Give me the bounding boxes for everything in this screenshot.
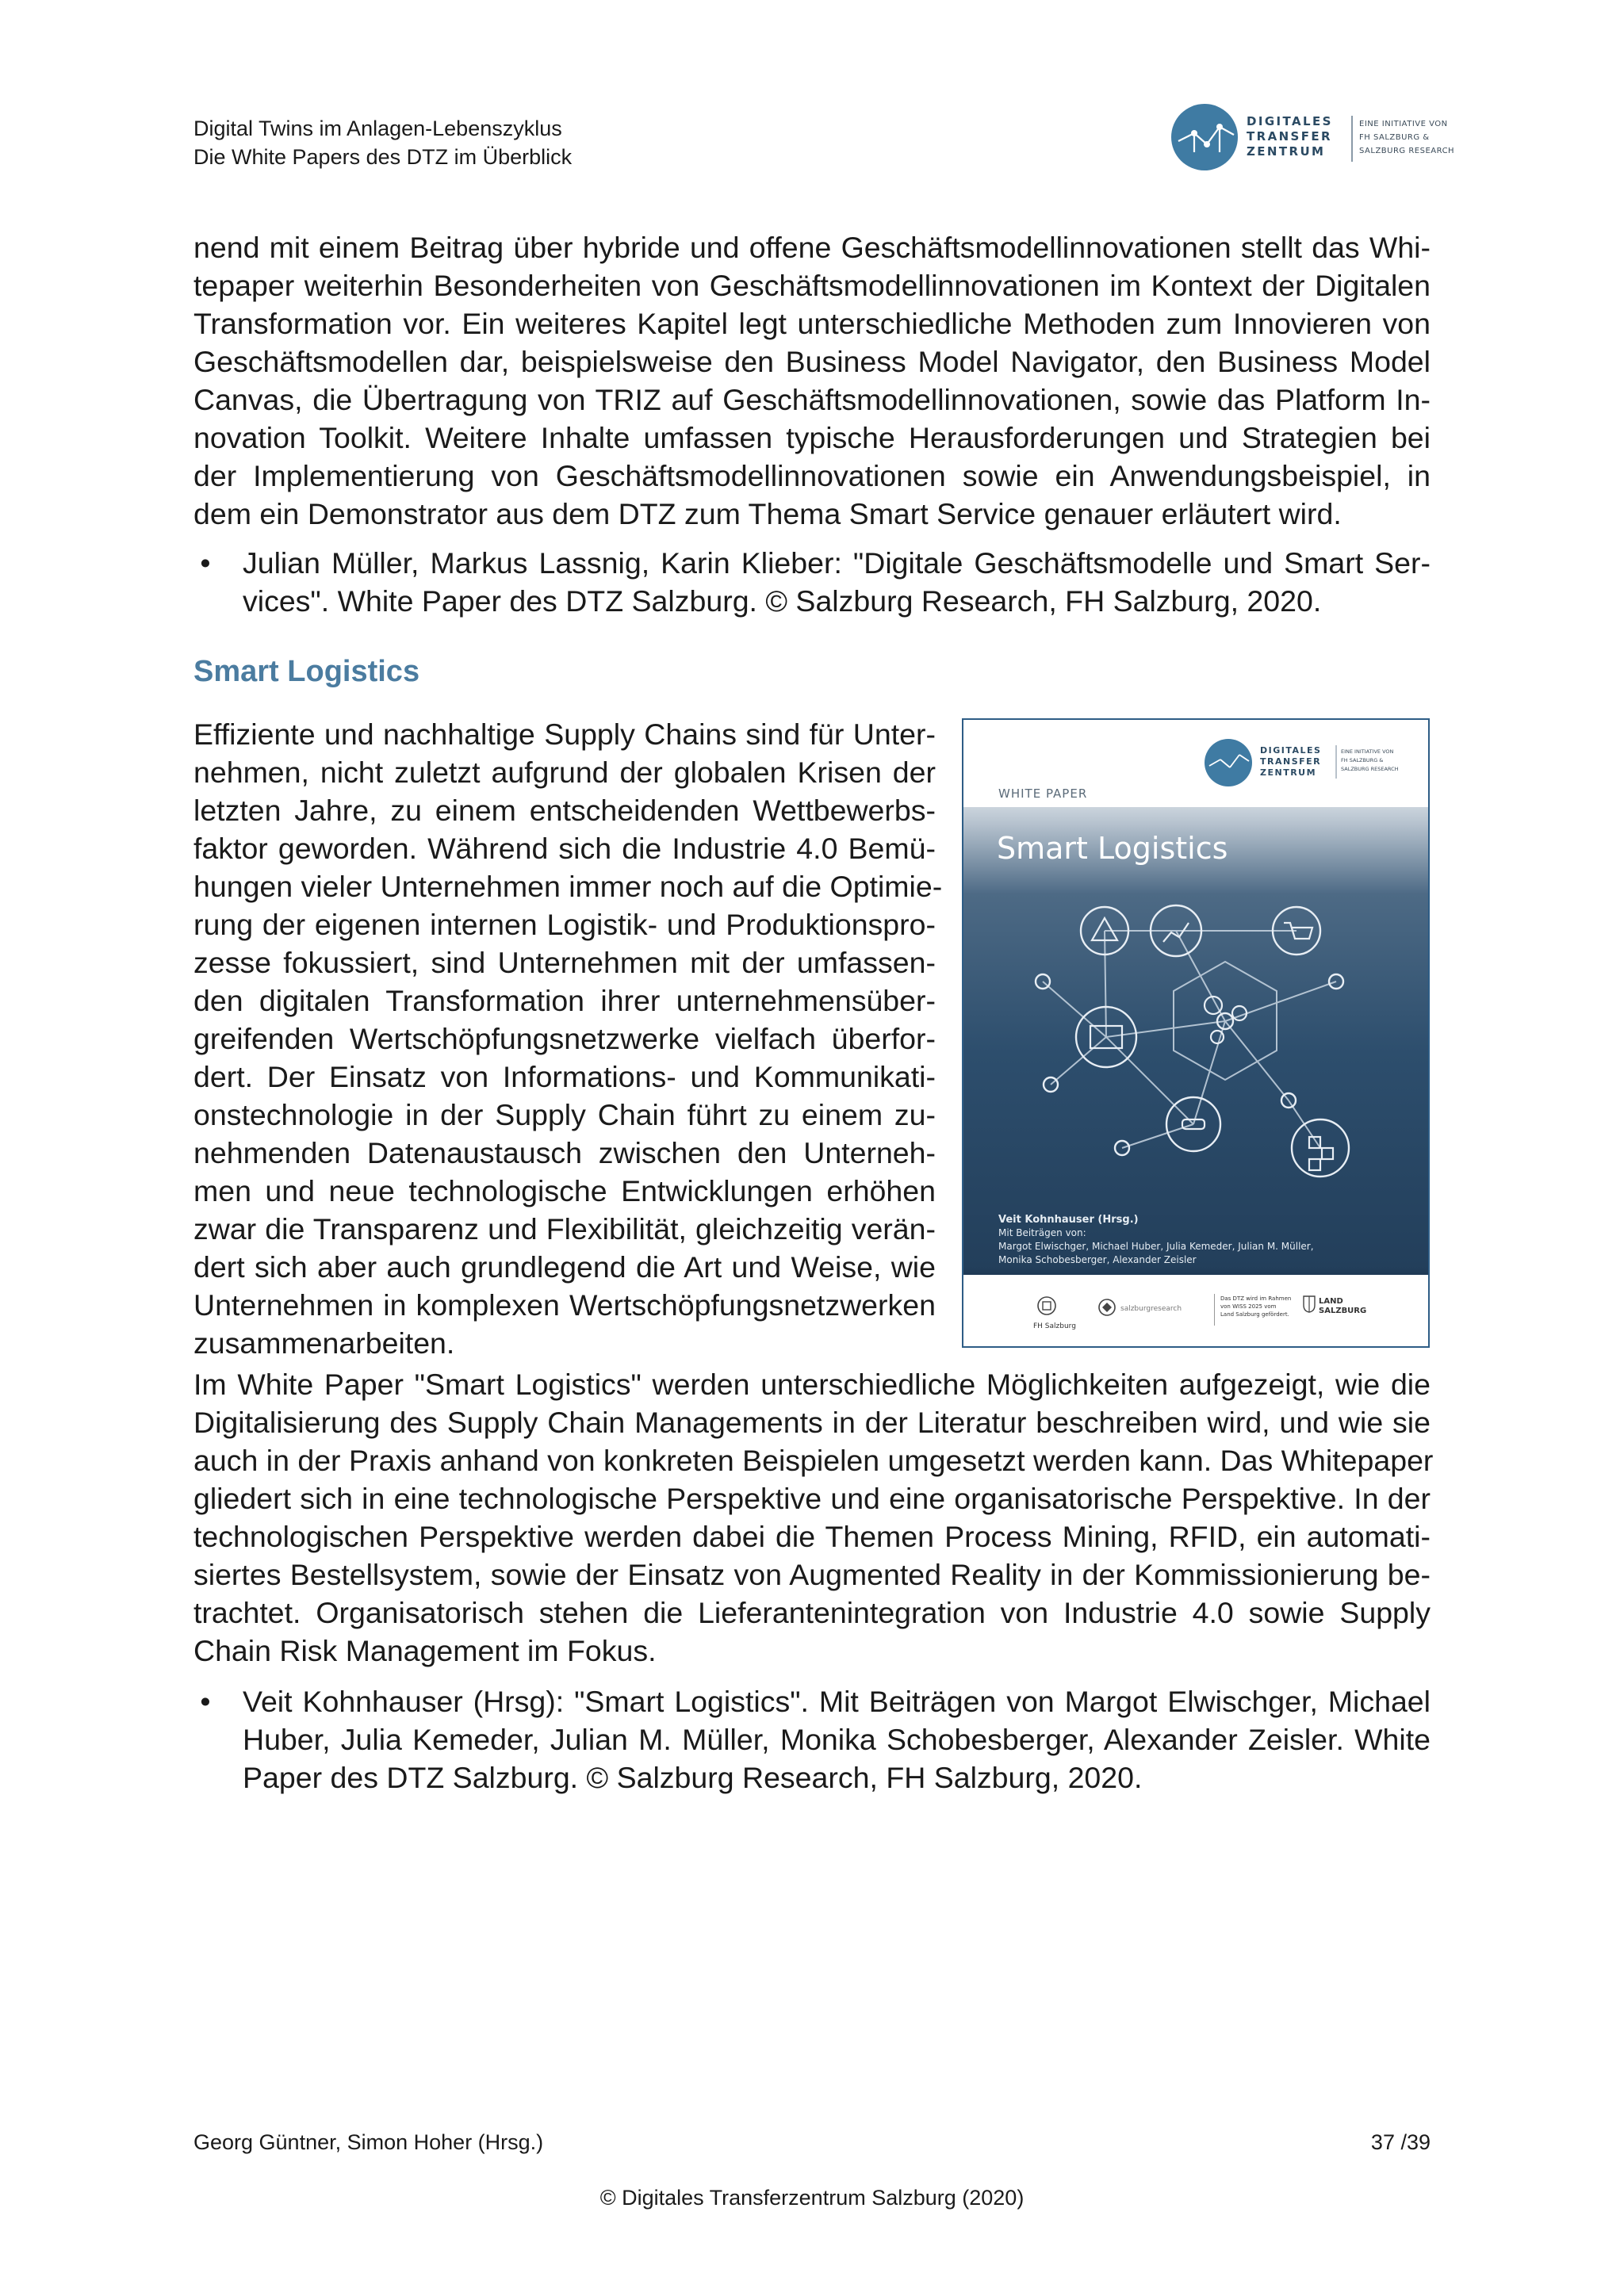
text-line: dem ein Demonstrator aus dem DTZ zum Thema Smart Service genauer erläutert wird. <box>193 497 1342 530</box>
cover-logo-word-3: ZENTRUM <box>1260 767 1317 778</box>
cover-logo-word-1: DIGITALES <box>1260 745 1322 756</box>
text-line: nend mit einem Beitrag über hybride und offene Geschäftsmodellinnovationen stellt das Whi- <box>193 231 1431 264</box>
text-line: letzten Jahre, zu einem entscheidenden Wettbewerbs- <box>193 794 936 827</box>
text-line: zesse fokussiert, sind Unternehmen mit der umfassen- <box>193 946 936 979</box>
reference-bullet-2 <box>193 1682 1431 1797</box>
text-line: siertes Bestellsystem, sowie der Einsatz von Augmented Reality in der Kommissionierung be- <box>193 1558 1431 1591</box>
text-line: technologischen Perspektive werden dabei die Themen Process Mining, RFID, ein automati- <box>193 1520 1431 1553</box>
text-line: Digitalisierung des Supply Chain Managements in der Literatur beschreiben wird, und wie sie <box>193 1406 1431 1439</box>
text-line: Canvas, die Übertragung von TRIZ auf Geschäftsmodellinnovationen, sowie das Platform In- <box>193 383 1431 416</box>
footer-authors: Georg Güntner, Simon Hoher (Hrsg.) <box>193 2130 544 2154</box>
text-line: Im White Paper "Smart Logistics" werden unterschiedliche Möglichkeiten aufgezeigt, wie die <box>193 1368 1431 1401</box>
cover-title: Smart Logistics <box>997 831 1228 866</box>
text-line: nehmen, nicht zuletzt aufgrund der globalen Krisen der <box>193 756 936 789</box>
text-line: nehmenden Datenaustausch zwischen den Unterneh- <box>193 1136 936 1169</box>
logo-word-3: ZENTRUM <box>1247 144 1326 159</box>
text-line: Unternehmen in komplexen Wertschöpfungsnetzwerken <box>193 1288 936 1322</box>
text-line: hungen vieler Unternehmen immer noch auf die Optimie- <box>193 870 943 903</box>
text-line: trachtet. Organisatorisch stehen die Lieferantenintegration von Industrie 4.0 sowie Supply <box>193 1596 1431 1629</box>
page-number: 37 /39 <box>1370 2130 1431 2154</box>
cover-editor: Veit Kohnhauser (Hrsg.) <box>998 1214 1139 1226</box>
logo-word-2: TRANSFER <box>1247 129 1332 144</box>
logo-word-1: DIGITALES <box>1247 114 1333 128</box>
cover-label: WHITE PAPER <box>998 786 1088 801</box>
cover-dtz-logo <box>1201 734 1415 790</box>
cover-land-label-2: SALZBURG <box>1319 1307 1367 1315</box>
text-line: zwar die Transparenz und Flexibilität, gleichzeitig verän- <box>193 1212 936 1246</box>
text-line: novation Toolkit. Weitere Inhalte umfassen typische Herausforderungen und Strategien bei <box>193 421 1431 454</box>
text-line: Chain Risk Management im Fokus. <box>193 1634 657 1667</box>
text-line: Huber, Julia Kemeder, Julian M. Müller, Monika Schobesberger, Alexander Zeisler. White <box>243 1723 1431 1756</box>
logo-tagline <box>1359 117 1454 158</box>
land-salzburg-crest-icon <box>1303 1295 1316 1313</box>
cover-note-1: Das DTZ wird im Rahmen <box>1220 1295 1292 1302</box>
header-title-line-1: Digital Twins im Anlagen-Lebenszyklus <box>193 117 562 140</box>
section-paragraph <box>193 715 943 1362</box>
footer-copyright: © Digitales Transferzentrum Salzburg (2020) <box>599 2186 1025 2210</box>
cover-logo-tag-2: FH SALZBURG & <box>1341 757 1384 763</box>
text-line: zusammenarbeiten. <box>193 1326 455 1360</box>
cover-note-2: von WISS 2025 vom <box>1220 1303 1277 1310</box>
cover-land-label-1: LAND <box>1319 1297 1343 1306</box>
cover-contrib-line-2: Monika Schobesberger, Alexander Zeisler <box>998 1254 1197 1265</box>
closing-paragraph <box>193 1365 1434 1670</box>
text-line: faktor geworden. Während sich die Industrie 4.0 Bemü- <box>193 832 936 865</box>
header-title-line-2: Die White Papers des DTZ im Überblick <box>193 145 573 169</box>
dtz-logo-icon <box>1170 103 1239 171</box>
fh-salzburg-logo-icon <box>1036 1295 1057 1316</box>
logo-divider <box>1351 116 1353 162</box>
text-line: rung der eigenen internen Logistik- und Produktionspro- <box>193 908 936 941</box>
section-heading: Smart Logistics <box>193 655 420 688</box>
text-line: men und neue technologische Entwicklungen erhöhen <box>193 1174 936 1207</box>
cover-footer-logos <box>963 1275 1428 1348</box>
salzburg-research-logo-icon <box>1097 1297 1117 1318</box>
bullet-marker: • <box>200 1685 211 1718</box>
bullet-marker: • <box>200 546 211 580</box>
whitepaper-cover-image <box>962 718 1430 1348</box>
text-line: Geschäftsmodellen dar, beispielsweise den Business Model Navigator, den Business Model <box>193 345 1431 378</box>
text-line: Julian Müller, Markus Lassnig, Karin Klieber: "Digitale Geschäftsmodelle und Smart Ser- <box>243 546 1431 580</box>
text-line: auch in der Praxis anhand von konkreten Beispielen umgesetzt werden kann. Das Whitepaper <box>193 1444 1434 1477</box>
logo-tag-1: EINE INITIATIVE VON <box>1359 120 1448 128</box>
cover-note-3: Land Salzburg gefördert. <box>1220 1311 1289 1318</box>
text-line: der Implementierung von Geschäftsmodellinnovationen sowie ein Anwendungsbeispiel, in <box>193 459 1431 492</box>
cover-contrib-intro: Mit Beiträgen von: <box>998 1227 1086 1238</box>
running-header <box>193 114 572 171</box>
text-line: tepaper weiterhin Besonderheiten von Geschäftsmodellinnovationen im Kontext der Digitalen <box>193 269 1431 302</box>
cover-contrib-line-1: Margot Elwischger, Michael Huber, Julia Kemeder, Julian M. Müller, <box>998 1241 1314 1252</box>
text-line: Transformation vor. Ein weiteres Kapitel legt unterschiedliche Methoden zum Innovieren von <box>193 307 1431 340</box>
logo-tag-3: SALZBURG RESEARCH <box>1359 147 1455 155</box>
dtz-logo-wordmark <box>1247 114 1333 159</box>
cover-fh-label: FH Salzburg <box>1033 1322 1076 1330</box>
text-line: vices". White Paper des DTZ Salzburg. © Salzburg Research, FH Salzburg, 2020. <box>243 584 1322 618</box>
reference-text-1 <box>243 544 1431 620</box>
text-line: Paper des DTZ Salzburg. © Salzburg Research, FH Salzburg, 2020. <box>243 1761 1143 1794</box>
cover-logo-tag-1: EINE INITIATIVE VON <box>1341 748 1394 755</box>
text-line: onstechnologie in der Supply Chain führt zu einem zu- <box>193 1098 936 1131</box>
reference-bullet-1 <box>193 544 1431 620</box>
text-line: greifenden Wertschöpfungsnetzwerke vielfach überfor- <box>193 1022 936 1055</box>
text-line: dert. Der Einsatz von Informations- und Kommunikati- <box>193 1060 936 1093</box>
text-line: Effiziente und nachhaltige Supply Chains sind für Unter- <box>193 718 936 751</box>
cover-footer-divider <box>1214 1294 1215 1326</box>
cover-editor-block <box>998 1213 1314 1267</box>
text-line: Veit Kohnhauser (Hrsg): "Smart Logistics". Mit Beiträgen von Margot Elwischger, Michael <box>243 1685 1431 1718</box>
text-line: dert sich aber auch grundlegend die Art und Weise, wie <box>193 1250 936 1284</box>
cover-network-illustration <box>963 886 1430 1203</box>
cover-sr-label: salzburgresearch <box>1120 1305 1182 1313</box>
text-line: den digitalen Transformation ihrer unternehmensüber- <box>193 984 936 1017</box>
logo-tag-2: FH SALZBURG & <box>1359 133 1430 142</box>
text-line: gliedert sich in eine technologische Perspektive und eine organisatorische Perspektive. In der <box>193 1482 1431 1515</box>
dtz-logo <box>1170 103 1455 173</box>
reference-text-2 <box>243 1682 1431 1797</box>
cover-logo-word-2: TRANSFER <box>1260 756 1322 767</box>
cover-logo-tag-3: SALZBURG RESEARCH <box>1341 766 1399 772</box>
intro-paragraph <box>193 228 1431 533</box>
